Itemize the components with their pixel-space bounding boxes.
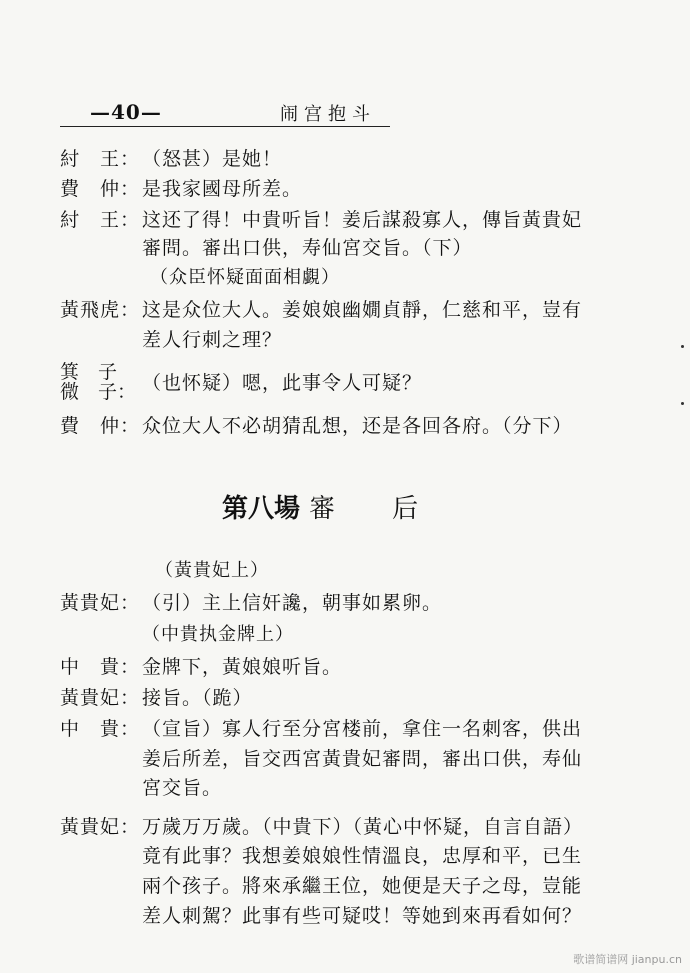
line-text: （宣旨）寡人行至分宮楼前，拿住一名刺客，供出 (142, 718, 583, 740)
dialogue-line (60, 146, 282, 172)
line-text: 这还了得！中貴听旨！姜后謀殺寡人，傳旨黃貴妃 (142, 209, 583, 231)
dialogue-line (60, 176, 302, 202)
speaker-top: 箕 子 (60, 361, 118, 383)
dialogue-line (60, 685, 253, 711)
dialogue-line (60, 746, 582, 772)
line-text: 众位大人不必胡猜乱想，还是各回各府。（分下） (142, 415, 573, 437)
line-text: 宮交旨。 (142, 777, 223, 799)
dialogue-line (60, 775, 222, 801)
dialogue-line (60, 843, 582, 869)
book-title: 闹宫抱斗 (280, 104, 376, 125)
speaker: 紂 王： (60, 148, 141, 170)
page-header (90, 100, 390, 128)
line-text: 万歲万万歲。（中貴下）（黃心中怀疑，自言自語） (142, 816, 584, 838)
speaker: 費 仲： (60, 178, 141, 200)
dialogue-line (60, 327, 282, 353)
line-text: 差人行刺之理？ (142, 329, 283, 351)
line-text: （怒甚）是她！ (142, 148, 283, 170)
line-text: 差人刺駕？此事有些可疑哎！等她到來再看如何？ (142, 905, 583, 927)
dialogue-line (60, 903, 582, 929)
header-rule (60, 126, 390, 127)
dialogue-line (60, 297, 582, 323)
dialogue-line (60, 207, 582, 233)
line-text: 審問。審出口供，寿仙宮交旨。（下） (142, 237, 473, 259)
dialogue-line (60, 716, 582, 742)
dialogue-line (60, 654, 342, 680)
dialogue-line (60, 413, 573, 439)
line-text: （也怀疑）嗯，此事令人可疑？ (142, 372, 423, 394)
speaker: 費 仲： (60, 415, 141, 437)
speaker-bottom: 微 子： (60, 381, 137, 403)
dialogue-line (60, 814, 583, 840)
speaker: 黃貴妃： (60, 592, 141, 614)
line-text: 竟有此事？我想姜娘娘性情溫良，忠厚和平，已生 (142, 845, 583, 867)
scene-number: 第八場 (222, 494, 301, 524)
line-text: 接旨。（跪） (142, 687, 253, 709)
scene-title-part: 后 (392, 494, 419, 524)
watermark: 歌谱简谱网 jianpu.cn (573, 953, 682, 966)
scan-speck (681, 345, 684, 348)
line-text: （引）主上信奸讒，朝事如累卵。 (142, 592, 443, 614)
stage-direction: （中貴执金牌上） (142, 624, 294, 645)
speaker: 黃貴妃： (60, 687, 141, 709)
speaker: 紂 王： (60, 209, 141, 231)
scan-speck (681, 402, 684, 405)
stage-direction: （众臣怀疑面面相覷） (150, 267, 340, 288)
speaker: 中 貴： (60, 718, 141, 740)
page-number: —40— (90, 100, 162, 124)
stacked-speakers (60, 362, 136, 402)
line-text: 是我家國母所差。 (142, 178, 303, 200)
dialogue-line (60, 235, 473, 261)
scene-title-part: 審 (309, 494, 338, 524)
speaker: 黃貴妃： (60, 816, 141, 838)
stage-direction: （黃貴妃上） (155, 560, 269, 581)
scene-heading (222, 488, 418, 525)
line-text: 姜后所差，旨交西宮黃貴妃審問，審出口供，寿仙 (142, 748, 583, 770)
dialogue-line (60, 590, 442, 616)
line-text: 这是众位大人。姜娘娘幽嫺貞靜，仁慈和平，豈有 (142, 299, 583, 321)
speaker: 黃飛虎： (60, 299, 141, 321)
line-text: 金牌下，黃娘娘听旨。 (142, 656, 343, 678)
line-text: 兩个孩子。將來承繼王位，她便是天子之母，豈能 (142, 875, 583, 897)
dialogue-line (60, 873, 582, 899)
speaker: 中 貴： (60, 656, 141, 678)
